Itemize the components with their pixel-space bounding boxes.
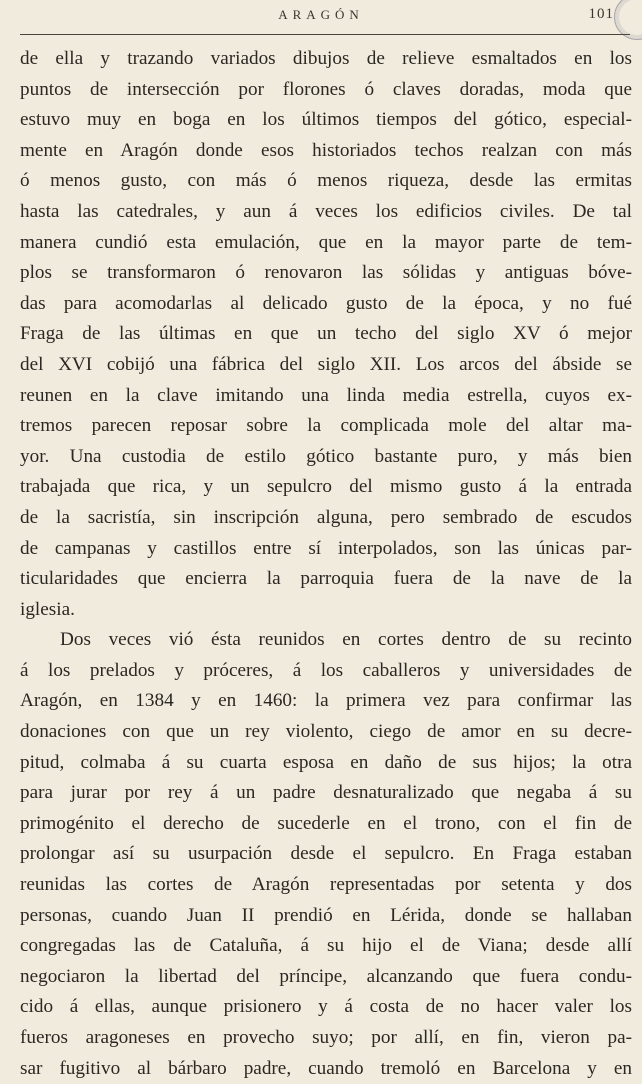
- text-line: pitud, colmaba á su cuarta esposa en daño de sus hijos; la otra: [20, 751, 632, 773]
- text-line: de campanas y castillos entre sí interpolados, son las únicas par-: [20, 537, 632, 559]
- text-line: á los prelados y próceres, á los caballeros y universidades de: [20, 659, 632, 681]
- text-line: del XVI cobijó una fábrica del siglo XII. Los arcos del ábside se: [20, 353, 632, 375]
- text-line: para jurar por rey á un padre desnaturalizado que negaba á su: [20, 782, 632, 804]
- text-line: prolongar así su usurpación desde el sepulcro. En Fraga estaban: [20, 843, 632, 865]
- text-line: estuvo muy en boga en los últimos tiempos del gótico, especial-: [20, 109, 632, 131]
- text-line: ticularidades que encierra la parroquia fuera de la nave de la: [20, 568, 632, 590]
- text-line: reunen en la clave imitando una linda media estrella, cuyos ex-: [20, 384, 632, 406]
- text-line: Aragón, en 1384 y en 1460: la primera vez para confirmar las: [20, 690, 632, 712]
- text-line: trabajada que rica, y un sepulcro del mismo gusto á la entrada: [20, 476, 632, 498]
- text-line: reunidas las cortes de Aragón representadas por setenta y dos: [20, 874, 632, 896]
- text-line: congregadas las de Cataluña, á su hijo el de Viana; desde allí: [20, 935, 632, 957]
- paragraph-end-line: iglesia.: [20, 598, 75, 620]
- text-line: manera cundió esta emulación, que en la mayor parte de tem-: [20, 231, 632, 253]
- text-line: cido á ellas, aunque prisionero y á costa de no hacer valer los: [20, 996, 632, 1018]
- text-line: Fraga de las últimas en que un techo del siglo XV ó mejor: [20, 323, 632, 345]
- text-line: mente en Aragón donde esos historiados techos realzan con más: [20, 139, 632, 161]
- body-text: [20, 44, 632, 1084]
- text-line: sar fugitivo al bárbaro padre, cuando tremoló en Barcelona y en: [20, 1057, 632, 1079]
- text-line: plos se transformaron ó renovaron las sólidas y antiguas bóve-: [20, 262, 632, 284]
- page-header: [0, 0, 642, 40]
- text-line: primogénito el derecho de sucederle en el trono, con el fin de: [20, 812, 632, 834]
- text-line: de la sacristía, sin inscripción alguna, pero sembrado de escudos: [20, 506, 632, 528]
- text-line: negociaron la libertad del príncipe, alcanzando que fuera condu-: [20, 965, 632, 987]
- text-line: ó menos gusto, con más ó menos riqueza, desde las ermitas: [20, 170, 632, 192]
- text-line: hasta las catedrales, y aun á veces los edificios civiles. De tal: [20, 200, 632, 222]
- text-line: tremos parecen reposar sobre la complicada mole del altar ma-: [20, 415, 632, 437]
- text-line: personas, cuando Juan II prendió en Lérida, donde se hallaban: [20, 904, 632, 926]
- text-line: das para acomodarlas al delicado gusto de la época, y no fué: [20, 292, 632, 314]
- text-line: puntos de intersección por florones ó claves doradas, moda que: [20, 78, 632, 100]
- text-line: yor. Una custodia de estilo gótico bastante puro, y más bien: [20, 445, 632, 467]
- text-line: de ella y trazando variados dibujos de relieve esmaltados en los: [20, 48, 632, 69]
- running-title: ARAGÓN: [278, 7, 364, 22]
- page-number: 101: [588, 6, 614, 22]
- text-line: fueros aragoneses en provecho suyo; por allí, en fin, vieron pa-: [20, 1027, 632, 1048]
- paragraph-first-line: Dos veces vió ésta reunidos en cortes dentro de su recinto: [60, 629, 632, 651]
- header-rule: [20, 34, 630, 35]
- text-line: donaciones con que un rey violento, ciego de amor en su decre-: [20, 721, 632, 743]
